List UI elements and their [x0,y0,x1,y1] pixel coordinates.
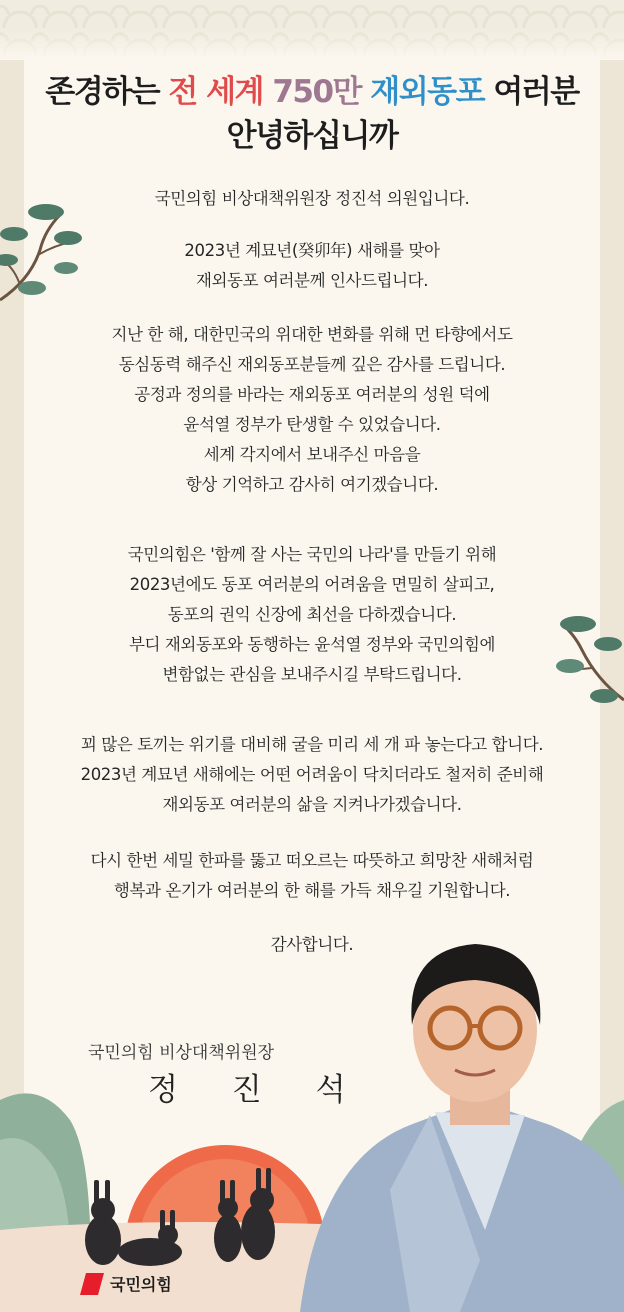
rabbit-left-icon [85,1180,121,1265]
paragraph-new-year [30,236,594,296]
text-line: 동포의 권익 신장에 최선을 다하겠습니다. [167,605,457,624]
paragraph-rabbit [30,730,594,820]
signature-name: 정 진 석 [148,1072,368,1108]
party-logo [80,1272,172,1295]
paragraph-thanks [30,320,594,500]
text-line: 공정과 정의를 바라는 재외동포 여러분의 성원 덕에 [134,385,490,404]
text-line: 지난 한 해, 대한민국의 위대한 변화를 위해 먼 타향에서도 [111,325,513,344]
text-line: 항상 기억하고 감사히 여기겠습니다. [185,475,439,494]
text-line: 꾀 많은 토끼는 위기를 대비해 굴을 미리 세 개 파 놓는다고 합니다. [80,735,544,754]
signature-role: 국민의힘 비상대책위원장 [88,1043,275,1063]
text-line: 부디 재외동포와 동행하는 윤석열 정부와 국민의힘에 [128,635,496,654]
title-part-3: 750만 [272,74,371,110]
text-line: 변함없는 관심을 보내주시길 부탁드립니다. [162,665,462,684]
text-line: 감사합니다. [270,935,354,954]
text-line: 국민의힘 비상대책위원장 정진석 의원입니다. [154,189,470,208]
greeting-title [24,70,600,158]
top-fade [0,30,624,60]
paragraph-wish [30,846,594,906]
title-line-1 [24,70,600,114]
title-part-1: 존경하는 [45,74,169,110]
title-line-2: 안녕하십니까 [226,118,398,154]
title-part-4: 재외동포 [370,74,485,110]
text-line: 동심동력 해주신 재외동포분들께 깊은 감사를 드립니다. [118,355,506,374]
text-line: 재외동포 여러분께 인사드립니다. [195,271,429,290]
text-line: 재외동포 여러분의 삶을 지켜나가겠습니다. [162,795,462,814]
paragraph-commitment [30,540,594,690]
title-part-2: 전 세계 [168,74,273,110]
text-line: 2023년에도 동포 여러분의 어려움을 면밀히 살피고, [129,575,495,594]
portrait-photo [300,930,624,1312]
text-line: 행복과 온기가 여러분의 한 해를 가득 채우길 기원합니다. [113,881,511,900]
party-logo-text: 국민의힘 [110,1275,172,1294]
text-line: 2023년 계묘년(癸卯年) 새해를 맞아 [184,241,440,260]
party-logo-icon [80,1273,104,1295]
text-line: 국민의힘은 '함께 잘 사는 국민의 나라'를 만들기 위해 [127,545,497,564]
text-line: 세계 각지에서 보내주신 마음을 [203,445,421,464]
title-part-5: 여러분 [484,74,579,110]
paragraph-intro [30,184,594,214]
text-line: 2023년 계묘년 새해에는 어떤 어려움이 닥치더라도 철저히 준비해 [80,765,544,784]
text-line: 윤석열 정부가 탄생할 수 있었습니다. [183,415,441,434]
text-line: 다시 한번 세밀 한파를 뚫고 떠오르는 따뜻하고 희망찬 새해처럼 [90,851,534,870]
